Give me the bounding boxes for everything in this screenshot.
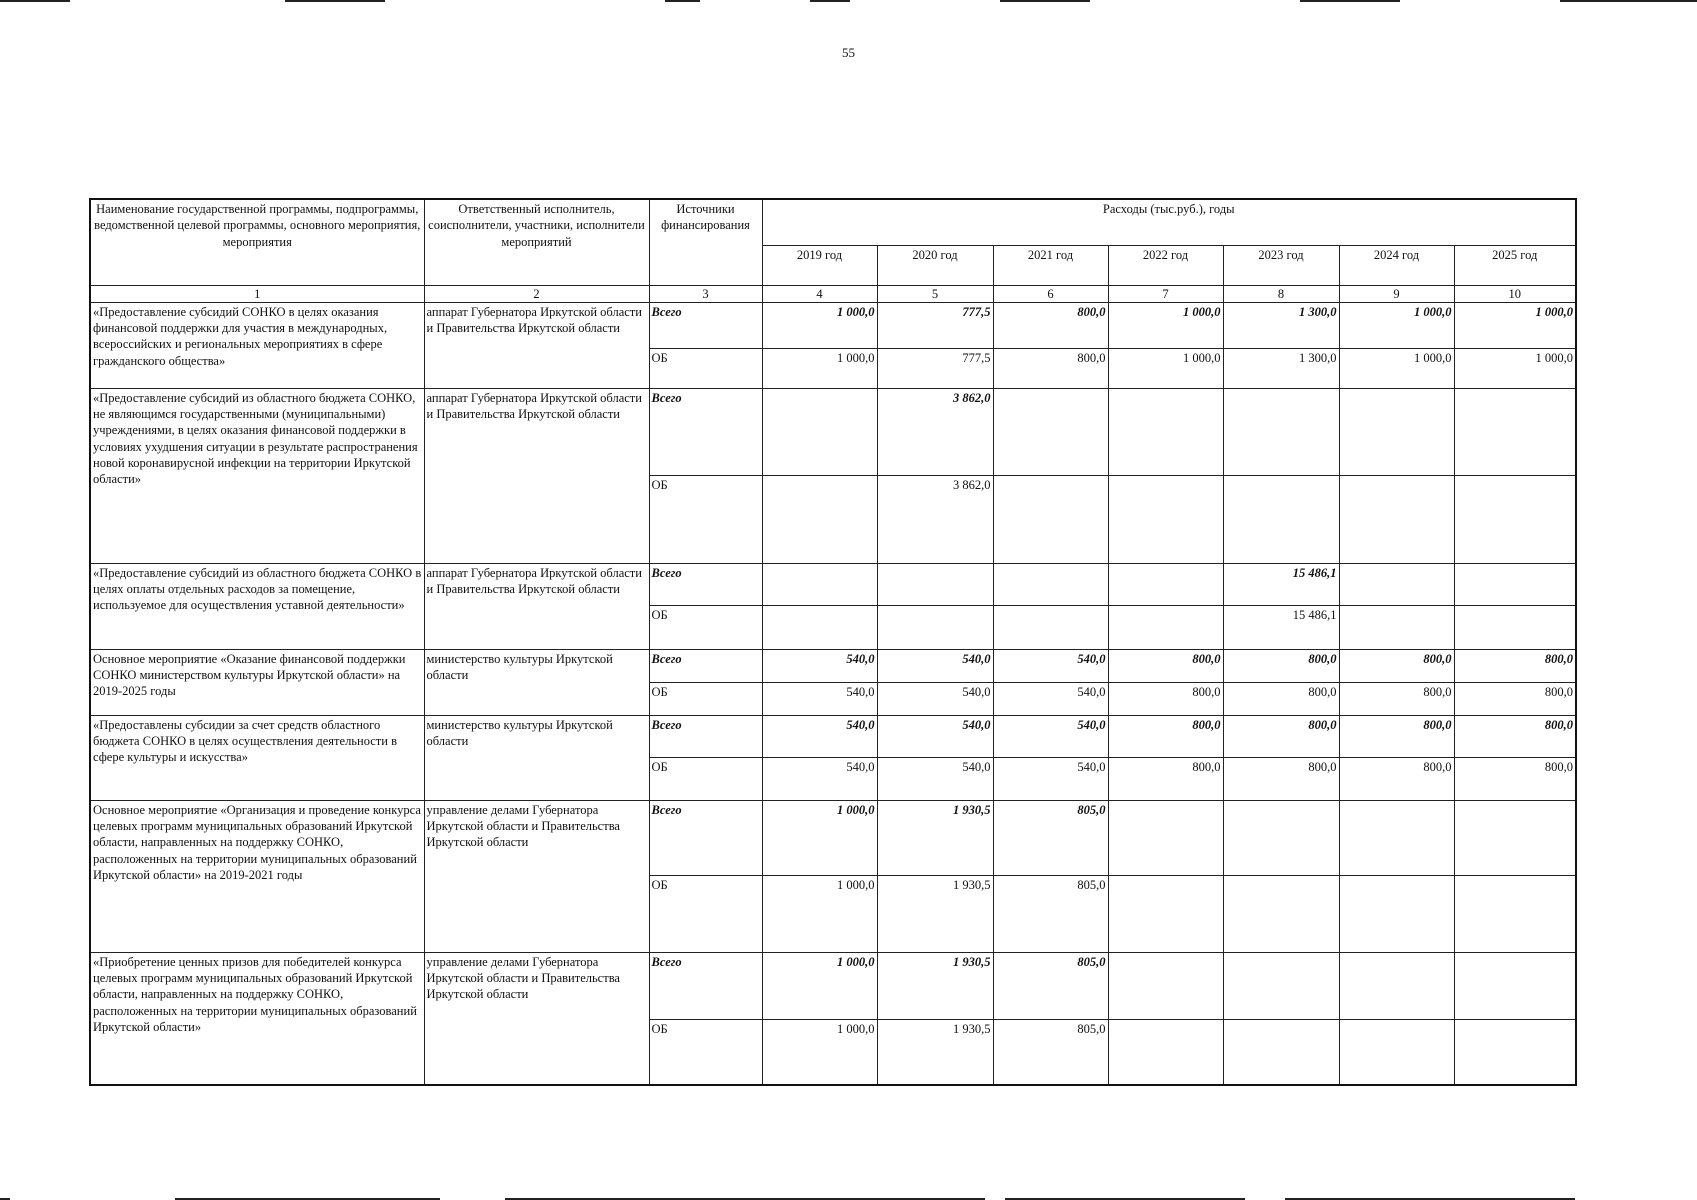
column-number: 4 [762, 285, 877, 302]
header-year: 2022 год [1108, 245, 1223, 285]
total-value-cell: 800,0 [1454, 715, 1576, 757]
total-value-cell: 540,0 [877, 715, 993, 757]
ob-value-cell: 800,0 [1108, 682, 1223, 715]
total-value-cell: 540,0 [877, 649, 993, 682]
total-value-cell [877, 563, 993, 605]
ob-value-cell [1108, 475, 1223, 563]
ob-value-cell [1223, 1019, 1339, 1085]
total-value-cell: 805,0 [993, 800, 1108, 875]
ob-value-cell: 800,0 [1108, 757, 1223, 800]
ob-value-cell [1454, 605, 1576, 649]
column-number: 9 [1339, 285, 1454, 302]
total-value-cell: 1 000,0 [762, 952, 877, 1019]
total-value-cell: 800,0 [1454, 649, 1576, 682]
total-value-cell: 1 000,0 [1339, 302, 1454, 348]
ob-value-cell: 805,0 [993, 1019, 1108, 1085]
total-value-cell: 1 000,0 [762, 302, 877, 348]
ob-value-cell: 800,0 [1339, 757, 1454, 800]
page-number: 55 [842, 45, 855, 60]
scan-edge-line [1300, 0, 1400, 2]
header-year: 2019 год [762, 245, 877, 285]
ob-value-cell [993, 605, 1108, 649]
total-value-cell [762, 388, 877, 475]
total-value-cell: 1 930,5 [877, 952, 993, 1019]
total-value-cell: 540,0 [993, 715, 1108, 757]
ob-value-cell: 800,0 [1454, 757, 1576, 800]
total-value-cell: 800,0 [1108, 715, 1223, 757]
total-value-cell: 540,0 [762, 715, 877, 757]
total-value-cell [762, 563, 877, 605]
ob-value-cell: 1 300,0 [1223, 348, 1339, 388]
ob-value-cell: 800,0 [1339, 682, 1454, 715]
responsible-cell: аппарат Губернатора Иркутской области и Правительства Иркутской области [424, 388, 649, 563]
header-year: 2025 год [1454, 245, 1576, 285]
program-name-cell: «Предоставление субсидий СОНКО в целях оказания финансовой поддержки для участия в международных, всероссийских и региональных мероприятиях в сфере гражданского общества» [90, 302, 424, 388]
ob-value-cell [762, 475, 877, 563]
table-row [90, 952, 1576, 1019]
responsible-cell: аппарат Губернатора Иркутской области и Правительства Иркутской области [424, 563, 649, 649]
total-value-cell [1108, 800, 1223, 875]
header-year: 2021 год [993, 245, 1108, 285]
header-name-cell: Наименование государственной программы, подпрограммы, ведомственной целевой программы, основного мероприятия, мероприятия [90, 199, 424, 285]
program-name-cell: Основное мероприятие «Организация и проведение конкурса целевых программ муниципальных образований Иркутской области, направленных на поддержку СОНКО, расположенных на территории муниципальных образований Иркутской области» на 2019-2021 годы [90, 800, 424, 952]
column-number: 1 [90, 285, 424, 302]
source-total-cell: Всего [649, 800, 762, 875]
total-value-cell: 805,0 [993, 952, 1108, 1019]
ob-value-cell [1339, 875, 1454, 952]
budget-table [89, 198, 1577, 1086]
program-name-cell: «Предоставление субсидий из областного бюджета СОНКО, не являющимся государственными (муниципальными) учреждениями, в целях оказания финансовой поддержки в условиях ухудшения ситуации в результате распространения новой коронавирусной инфекции на территории Иркутской области» [90, 388, 424, 563]
ob-value-cell [1108, 605, 1223, 649]
total-value-cell: 777,5 [877, 302, 993, 348]
source-total-cell: Всего [649, 715, 762, 757]
ob-value-cell [1339, 1019, 1454, 1085]
total-value-cell [1339, 800, 1454, 875]
source-ob-cell: ОБ [649, 1019, 762, 1085]
table-row [90, 715, 1576, 757]
program-name-cell: «Предоставлены субсидии за счет средств областного бюджета СОНКО в целях осуществления деятельности в сфере культуры и искусства» [90, 715, 424, 800]
ob-value-cell: 15 486,1 [1223, 605, 1339, 649]
ob-value-cell [1223, 875, 1339, 952]
header-year: 2023 год [1223, 245, 1339, 285]
header-source-cell: Источники финансирования [649, 199, 762, 285]
scan-edge-line [665, 0, 700, 2]
header-expenses-cell: Расходы (тыс.руб.), годы [762, 199, 1576, 245]
responsible-cell: министерство культуры Иркутской области [424, 649, 649, 715]
ob-value-cell: 1 000,0 [1108, 348, 1223, 388]
ob-value-cell [1108, 1019, 1223, 1085]
header-year: 2020 год [877, 245, 993, 285]
ob-value-cell [762, 605, 877, 649]
ob-value-cell: 800,0 [1223, 682, 1339, 715]
total-value-cell [1454, 952, 1576, 1019]
ob-value-cell [1339, 475, 1454, 563]
ob-value-cell: 800,0 [993, 348, 1108, 388]
program-name-cell: «Предоставление субсидий из областного бюджета СОНКО в целях оплаты отдельных расходов за помещение, используемое для осуществления уставной деятельности» [90, 563, 424, 649]
source-ob-cell: ОБ [649, 605, 762, 649]
column-number: 3 [649, 285, 762, 302]
ob-value-cell [993, 475, 1108, 563]
column-number: 2 [424, 285, 649, 302]
total-value-cell [1108, 952, 1223, 1019]
total-value-cell: 800,0 [1223, 649, 1339, 682]
ob-value-cell: 805,0 [993, 875, 1108, 952]
source-ob-cell: ОБ [649, 475, 762, 563]
ob-value-cell [1454, 875, 1576, 952]
total-value-cell: 540,0 [993, 649, 1108, 682]
ob-value-cell: 540,0 [993, 757, 1108, 800]
scan-edge-line [285, 0, 385, 2]
total-value-cell: 15 486,1 [1223, 563, 1339, 605]
scan-edge-line [1560, 0, 1697, 2]
source-ob-cell: ОБ [649, 757, 762, 800]
ob-value-cell: 1 000,0 [762, 875, 877, 952]
total-value-cell [1339, 952, 1454, 1019]
total-value-cell [1454, 800, 1576, 875]
column-number: 8 [1223, 285, 1339, 302]
ob-value-cell: 540,0 [877, 757, 993, 800]
total-value-cell [1108, 563, 1223, 605]
total-value-cell: 1 930,5 [877, 800, 993, 875]
ob-value-cell: 1 000,0 [762, 348, 877, 388]
responsible-cell: аппарат Губернатора Иркутской области и Правительства Иркутской области [424, 302, 649, 388]
ob-value-cell [877, 605, 993, 649]
total-value-cell [993, 563, 1108, 605]
ob-value-cell: 540,0 [762, 682, 877, 715]
ob-value-cell: 540,0 [993, 682, 1108, 715]
ob-value-cell: 540,0 [762, 757, 877, 800]
source-ob-cell: ОБ [649, 348, 762, 388]
table-row [90, 388, 1576, 475]
scan-edge-line [0, 0, 70, 2]
column-number: 7 [1108, 285, 1223, 302]
ob-value-cell [1454, 475, 1576, 563]
ob-value-cell: 800,0 [1454, 682, 1576, 715]
ob-value-cell: 540,0 [877, 682, 993, 715]
table-row [90, 800, 1576, 875]
total-value-cell: 1 000,0 [1454, 302, 1576, 348]
source-total-cell: Всего [649, 952, 762, 1019]
source-total-cell: Всего [649, 388, 762, 475]
ob-value-cell: 800,0 [1223, 757, 1339, 800]
total-value-cell: 1 000,0 [762, 800, 877, 875]
total-value-cell [1223, 800, 1339, 875]
source-total-cell: Всего [649, 649, 762, 682]
header-year: 2024 год [1339, 245, 1454, 285]
scan-edge-line [1000, 0, 1090, 2]
total-value-cell [1454, 388, 1576, 475]
ob-value-cell [1108, 875, 1223, 952]
table-row [90, 302, 1576, 348]
total-value-cell: 800,0 [1339, 715, 1454, 757]
ob-value-cell: 3 862,0 [877, 475, 993, 563]
total-value-cell [1223, 388, 1339, 475]
total-value-cell: 800,0 [993, 302, 1108, 348]
total-value-cell: 1 300,0 [1223, 302, 1339, 348]
ob-value-cell [1339, 605, 1454, 649]
source-total-cell: Всего [649, 302, 762, 348]
total-value-cell: 1 000,0 [1108, 302, 1223, 348]
ob-value-cell: 1 000,0 [762, 1019, 877, 1085]
responsible-cell: управление делами Губернатора Иркутской области и Правительства Иркутской области [424, 800, 649, 952]
ob-value-cell: 1 930,5 [877, 1019, 993, 1085]
total-value-cell [1339, 563, 1454, 605]
total-value-cell: 800,0 [1108, 649, 1223, 682]
total-value-cell [993, 388, 1108, 475]
ob-value-cell: 1 000,0 [1454, 348, 1576, 388]
column-number: 6 [993, 285, 1108, 302]
column-number: 10 [1454, 285, 1576, 302]
table-row [90, 649, 1576, 682]
scan-edge-line [810, 0, 850, 2]
total-value-cell: 800,0 [1339, 649, 1454, 682]
ob-value-cell [1223, 475, 1339, 563]
ob-value-cell: 777,5 [877, 348, 993, 388]
total-value-cell [1339, 388, 1454, 475]
column-number: 5 [877, 285, 993, 302]
total-value-cell [1108, 388, 1223, 475]
source-ob-cell: ОБ [649, 682, 762, 715]
program-name-cell: Основное мероприятие «Оказание финансовой поддержки СОНКО министерством культуры Иркутской области» на 2019-2025 годы [90, 649, 424, 715]
table-body [90, 302, 1576, 1085]
header-responsible-cell: Ответственный исполнитель, соисполнители, участники, исполнители мероприятий [424, 199, 649, 285]
source-ob-cell: ОБ [649, 875, 762, 952]
total-value-cell [1223, 952, 1339, 1019]
responsible-cell: министерство культуры Иркутской области [424, 715, 649, 800]
ob-value-cell [1454, 1019, 1576, 1085]
responsible-cell: управление делами Губернатора Иркутской области и Правительства Иркутской области [424, 952, 649, 1085]
total-value-cell: 800,0 [1223, 715, 1339, 757]
ob-value-cell: 1 930,5 [877, 875, 993, 952]
program-name-cell: «Приобретение ценных призов для победителей конкурса целевых программ муниципальных образований Иркутской области, направленных на поддержку СОНКО, расположенных на территории муниципальных образований Иркутской области» [90, 952, 424, 1085]
total-value-cell: 3 862,0 [877, 388, 993, 475]
total-value-cell [1454, 563, 1576, 605]
total-value-cell: 540,0 [762, 649, 877, 682]
ob-value-cell: 1 000,0 [1339, 348, 1454, 388]
table-row [90, 563, 1576, 605]
source-total-cell: Всего [649, 563, 762, 605]
